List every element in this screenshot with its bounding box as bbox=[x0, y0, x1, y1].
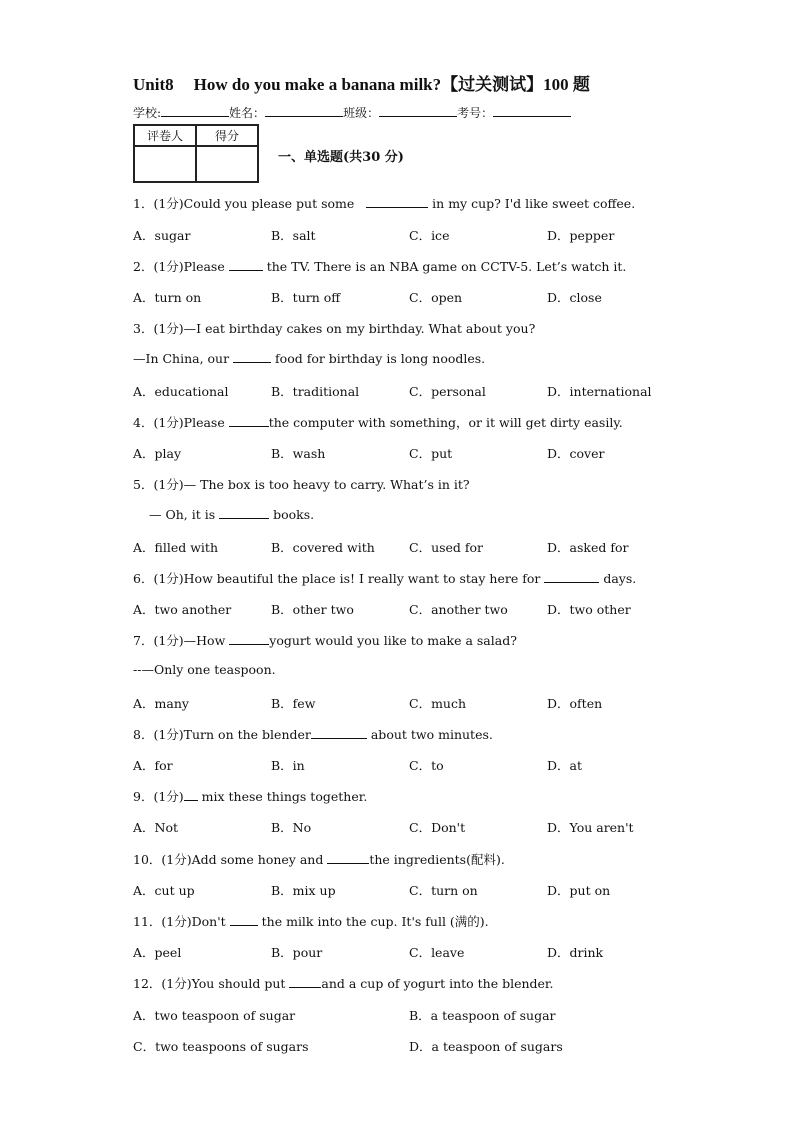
question-stem-end: about two minutes. bbox=[370, 727, 493, 742]
q9-option-a[interactable]: A．Not bbox=[133, 820, 179, 835]
question-stem: 8．(1分)Turn on the blender bbox=[133, 727, 311, 742]
q7-option-c[interactable]: C．much bbox=[409, 696, 467, 711]
question-stem-end: mix these things together. bbox=[201, 789, 368, 804]
school-field[interactable] bbox=[161, 104, 229, 117]
question-stem: 11．(1分)Don't bbox=[133, 914, 226, 929]
q11-option-b[interactable]: B．pour bbox=[271, 945, 323, 960]
score-cell[interactable] bbox=[196, 146, 258, 182]
question-2 bbox=[133, 257, 626, 275]
q8-option-c[interactable]: C．to bbox=[409, 758, 444, 773]
question-stem: 4．(1分)Please bbox=[133, 415, 225, 430]
q10-option-d[interactable]: D．put on bbox=[547, 883, 611, 898]
q12-option-a[interactable]: A．two teaspoon of sugar bbox=[133, 1008, 296, 1023]
answer-blank bbox=[233, 350, 271, 363]
question-5 bbox=[133, 475, 470, 493]
q2-option-c[interactable]: C．open bbox=[409, 290, 463, 305]
question-stem-end: books. bbox=[273, 507, 315, 522]
question-stem-end: the TV. There is an NBA game on CCTV-5. Let’s watch it. bbox=[266, 259, 627, 274]
school-label: 学校: bbox=[133, 106, 162, 120]
question-stem: 9．(1分) bbox=[133, 789, 184, 804]
q8-option-b[interactable]: B．in bbox=[271, 758, 305, 773]
question-3-line-2 bbox=[133, 350, 485, 366]
question-stem: 10．(1分)Add some honey and bbox=[133, 852, 324, 867]
q10-option-a[interactable]: A．cut up bbox=[133, 883, 195, 898]
answer-blank bbox=[219, 506, 269, 519]
title-text: How do you make a banana milk?【过关测试】100 题 bbox=[193, 75, 590, 94]
question-stem: 2．(1分)Please bbox=[133, 259, 225, 274]
name-field[interactable] bbox=[265, 104, 343, 117]
q7-option-d[interactable]: D．often bbox=[547, 696, 603, 711]
class-label: 班级： bbox=[343, 106, 380, 120]
question-stem-end: yogurt would you like to make a salad? bbox=[269, 633, 517, 648]
question-4 bbox=[133, 413, 623, 431]
question-1 bbox=[133, 194, 635, 212]
question-stem-end: and a cup of yogurt into the blender. bbox=[321, 976, 554, 991]
score-header: 得分 bbox=[196, 125, 258, 146]
question-stem-end: food for birthday is long noodles. bbox=[275, 351, 486, 366]
q2-option-a[interactable]: A．turn on bbox=[133, 290, 202, 305]
question-stem-end: the milk into the cup. It's full (满的). bbox=[261, 914, 489, 929]
question-stem: — Oh, it is bbox=[149, 507, 216, 522]
answer-blank bbox=[327, 851, 369, 864]
question-stem: --—Only one teaspoon. bbox=[133, 662, 276, 677]
answer-blank bbox=[229, 414, 269, 427]
answer-blank bbox=[184, 788, 198, 801]
q2-option-b[interactable]: B．turn off bbox=[271, 290, 341, 305]
answer-blank bbox=[229, 258, 263, 271]
question-stem: —In China, our bbox=[133, 351, 230, 366]
question-stem-end: the computer with something，or it will get dirty easily. bbox=[268, 415, 623, 430]
name-label: 姓名： bbox=[229, 106, 266, 120]
q7-option-b[interactable]: B．few bbox=[271, 696, 316, 711]
q6-option-d[interactable]: D．two other bbox=[547, 602, 631, 617]
q4-option-d[interactable]: D．cover bbox=[547, 446, 605, 461]
q7-option-a[interactable]: A．many bbox=[133, 696, 189, 711]
q10-option-b[interactable]: B．mix up bbox=[271, 883, 336, 898]
q11-option-c[interactable]: C．leave bbox=[409, 945, 465, 960]
question-10 bbox=[133, 850, 505, 868]
q5-option-a[interactable]: A．filled with bbox=[133, 540, 219, 555]
question-5-line-2 bbox=[149, 506, 314, 522]
question-stem-end: days. bbox=[603, 571, 637, 586]
student-info-line bbox=[133, 104, 571, 121]
reviewer-cell[interactable] bbox=[134, 146, 196, 182]
q1-option-c[interactable]: C．ice bbox=[409, 228, 450, 243]
q9-option-b[interactable]: B．No bbox=[271, 820, 312, 835]
answer-blank bbox=[366, 195, 428, 208]
q11-option-d[interactable]: D．drink bbox=[547, 945, 604, 960]
q12-option-b[interactable]: B．a teaspoon of sugar bbox=[409, 1008, 556, 1023]
q8-option-d[interactable]: D．at bbox=[547, 758, 582, 773]
section-title: 一、单选题(共30 分) bbox=[278, 150, 404, 165]
q12-option-d[interactable]: D．a teaspoon of sugars bbox=[409, 1039, 563, 1054]
question-9 bbox=[133, 787, 367, 805]
question-stem-end: the ingredients(配料). bbox=[369, 852, 505, 867]
question-12 bbox=[133, 974, 554, 992]
question-stem: 7．(1分)—How bbox=[133, 633, 226, 648]
question-7-line-2 bbox=[133, 662, 276, 677]
q5-option-d[interactable]: D．asked for bbox=[547, 540, 629, 555]
q4-option-c[interactable]: C．put bbox=[409, 446, 453, 461]
q11-option-a[interactable]: A．peel bbox=[133, 945, 182, 960]
question-3 bbox=[133, 319, 535, 337]
question-stem: 5．(1分)— The box is too heavy to carry. What’s in it? bbox=[133, 477, 470, 492]
q4-option-a[interactable]: A．play bbox=[133, 446, 182, 461]
question-7 bbox=[133, 631, 517, 649]
q1-option-d[interactable]: D．pepper bbox=[547, 228, 615, 243]
unit-label: Unit8 bbox=[133, 75, 174, 94]
question-6 bbox=[133, 569, 636, 587]
question-stem: 12．(1分)You should put bbox=[133, 976, 286, 991]
q4-option-b[interactable]: B．wash bbox=[271, 446, 326, 461]
q6-option-c[interactable]: C．another two bbox=[409, 602, 508, 617]
class-field[interactable] bbox=[379, 104, 457, 117]
q3-option-b[interactable]: B．traditional bbox=[271, 384, 360, 399]
answer-blank bbox=[289, 975, 321, 988]
q2-option-d[interactable]: D．close bbox=[547, 290, 602, 305]
question-8 bbox=[133, 725, 493, 743]
answer-blank bbox=[544, 570, 599, 583]
q10-option-c[interactable]: C．turn on bbox=[409, 883, 478, 898]
q9-option-d[interactable]: D．You aren't bbox=[547, 820, 634, 835]
page-title bbox=[133, 70, 590, 95]
q6-option-a[interactable]: A．two another bbox=[133, 602, 232, 617]
q9-option-c[interactable]: C．Don't bbox=[409, 820, 466, 835]
q6-option-b[interactable]: B．other two bbox=[271, 602, 354, 617]
question-stem: 3．(1分)—I eat birthday cakes on my birthday. What about you? bbox=[133, 321, 536, 336]
answer-blank bbox=[229, 632, 269, 645]
answer-blank bbox=[311, 726, 367, 739]
q5-option-b[interactable]: B．covered with bbox=[271, 540, 375, 555]
q5-option-c[interactable]: C．used for bbox=[409, 540, 484, 555]
score-table bbox=[133, 124, 259, 183]
exam-no-field[interactable] bbox=[493, 104, 571, 117]
question-stem: 6．(1分)How beautiful the place is! I really want to stay here for bbox=[133, 571, 541, 586]
question-stem-end: in my cup? I'd like sweet coffee. bbox=[432, 196, 636, 211]
exam-no-label: 考号： bbox=[457, 106, 494, 120]
question-stem: 1．(1分)Could you please put some bbox=[133, 196, 355, 211]
q1-option-a[interactable]: A．sugar bbox=[133, 228, 191, 243]
q3-option-a[interactable]: A．educational bbox=[133, 384, 229, 399]
q1-option-b[interactable]: B．salt bbox=[271, 228, 316, 243]
question-11 bbox=[133, 912, 489, 930]
q8-option-a[interactable]: A．for bbox=[133, 758, 173, 773]
answer-blank bbox=[230, 913, 258, 926]
reviewer-header: 评卷人 bbox=[134, 125, 196, 146]
q12-option-c[interactable]: C．two teaspoons of sugars bbox=[133, 1039, 309, 1054]
q3-option-c[interactable]: C．personal bbox=[409, 384, 486, 399]
q3-option-d[interactable]: D．international bbox=[547, 384, 652, 399]
